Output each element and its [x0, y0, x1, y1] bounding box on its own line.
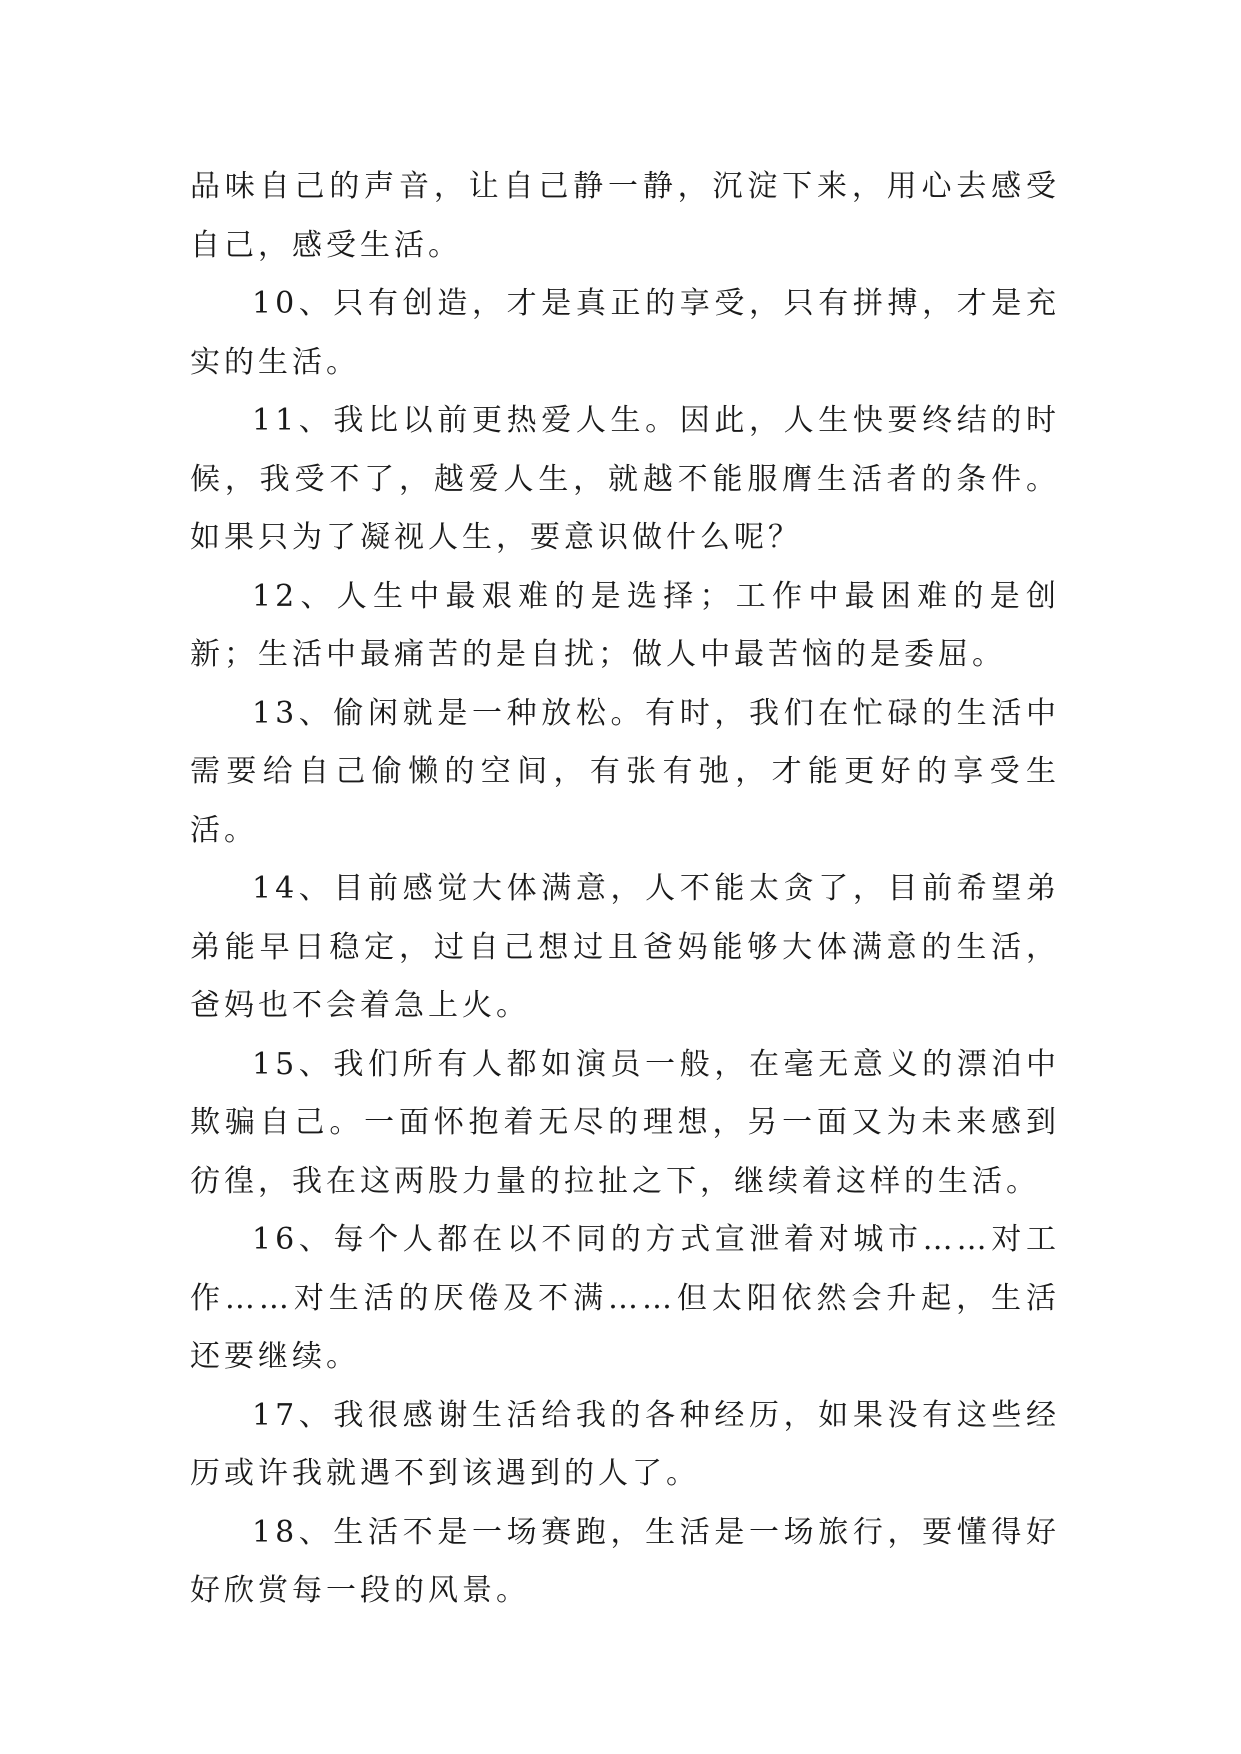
paragraph-12: 12、人生中最艰难的是选择；工作中最困难的是创新；生活中最痛苦的是自扰；做人中最苦恼的是委屈。 — [190, 578, 1060, 672]
paragraph-15: 15、我们所有人都如演员一般，在毫无意义的漂泊中欺骗自己。一面怀抱着无尽的理想，另一面又为未来感到彷徨，我在这两股力量的拉扯之下，继续着这样的生活。 — [190, 1046, 1060, 1199]
paragraph-11: 11、我比以前更热爱人生。因此，人生快要终结的时候，我受不了，越爱人生，就越不能服膺生活者的条件。如果只为了凝视人生，要意识做什么呢？ — [190, 403, 1060, 555]
paragraph-17: 17、我很感谢生活给我的各种经历，如果没有这些经历或许我就遇不到该遇到的人了。 — [190, 1397, 1060, 1491]
paragraph-18: 18、生活不是一场赛跑，生活是一场旅行，要懂得好好欣赏每一段的风景。 — [190, 1514, 1060, 1608]
paragraph-10: 10、只有创造，才是真正的享受，只有拼搏，才是充实的生活。 — [190, 286, 1060, 380]
paragraph-16: 16、每个人都在以不同的方式宣泄着对城市……对工作……对生活的厌倦及不满……但太阳依然会升起，生活还要继续。 — [190, 1222, 1060, 1374]
document-body — [190, 158, 1060, 1621]
paragraph-14: 14、目前感觉大体满意，人不能太贪了，目前希望弟弟能早日稳定，过自己想过且爸妈能够大体满意的生活，爸妈也不会着急上火。 — [190, 871, 1060, 1023]
paragraph-13: 13、偷闲就是一种放松。有时，我们在忙碌的生活中需要给自己偷懒的空间，有张有弛，才能更好的享受生活。 — [190, 695, 1060, 848]
paragraph-continuation: 品味自己的声音，让自己静一静，沉淀下来，用心去感受自己，感受生活。 — [190, 169, 1060, 263]
